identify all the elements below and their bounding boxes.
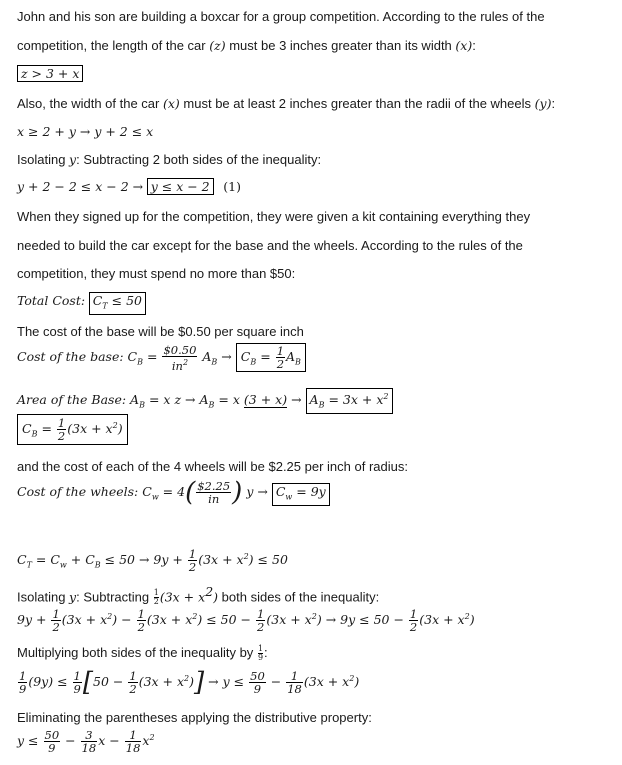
equals: = — [328, 392, 339, 408]
numerator: 1 — [52, 607, 60, 621]
text: must be 3 inches greater than its width — [229, 38, 452, 53]
denominator: 9 — [73, 682, 81, 696]
number: 4 — [177, 484, 186, 499]
equation-width: x ≥ 2 + y → y + 2 ≤ x — [17, 124, 154, 139]
denominator: 2 — [276, 357, 285, 371]
var-c: C — [275, 484, 286, 499]
var-c: C — [142, 484, 152, 499]
boxed-wheel-cost — [272, 483, 330, 506]
numerator: 3 — [81, 729, 98, 742]
subscript: B — [295, 357, 301, 367]
expr: (3x + x — [67, 421, 113, 436]
boxed-base-cost — [236, 343, 306, 372]
isolating-line-1 — [17, 152, 321, 168]
expr: ≤ 50 → 9y + — [104, 552, 183, 567]
expr: ≤ 50 − — [206, 612, 252, 627]
paragraph-3-line-1: When they signed up for the competition, they were given a kit containing everything they — [17, 209, 531, 224]
base-cost-text: The cost of the base will be $0.50 per square inch — [17, 324, 304, 339]
paren: ) — [189, 674, 195, 689]
denominator: 18 — [125, 741, 141, 755]
paragraph-3-line-3: competition, they must spend no more than $50: — [17, 266, 296, 281]
exponent: 2 — [182, 357, 189, 367]
paren-close: ) — [232, 477, 243, 508]
fraction — [409, 608, 418, 633]
equals: = — [162, 484, 174, 499]
exponent: 2 — [243, 551, 249, 561]
subscript: B — [139, 400, 145, 410]
var-c: C — [127, 349, 138, 364]
text: Isolating — [17, 589, 66, 605]
denominator: 2 — [188, 560, 197, 574]
expr: y + 2 − 2 ≤ x − 2 → — [17, 179, 144, 194]
subscript: T — [102, 301, 108, 311]
fraction — [154, 589, 159, 606]
expr: → 9y ≤ 50 − — [325, 612, 404, 627]
denominator: 2 — [153, 597, 159, 607]
denominator: 2 — [137, 620, 145, 634]
exponent: 2 — [192, 611, 198, 621]
boxed-y-inequality: y ≤ x − 2 — [147, 178, 214, 195]
paren: ) — [213, 589, 219, 605]
var-x: x — [232, 392, 240, 408]
var-a: A — [199, 392, 209, 408]
arrow: → — [221, 349, 232, 364]
var-x: x — [98, 733, 106, 748]
cost-of-base-line — [17, 343, 306, 372]
subscript: B — [137, 357, 144, 367]
expr: (3x + x — [303, 674, 350, 689]
paren: ) — [354, 674, 360, 689]
equals: = — [296, 484, 307, 499]
expr: 9y + — [17, 612, 47, 627]
label: Total Cost: — [17, 293, 86, 308]
boxed-area — [306, 388, 393, 414]
equals: = — [260, 349, 271, 364]
denominator: 2 — [57, 429, 66, 443]
paren: ) — [469, 612, 475, 627]
var-y: y — [69, 152, 77, 167]
fraction — [44, 729, 61, 754]
exponent: 2 — [205, 584, 214, 599]
var-x: x — [142, 733, 150, 748]
subscript: T — [26, 560, 32, 570]
minus: − — [109, 733, 120, 748]
expr: (3x + x — [159, 589, 206, 605]
denominator: 18 — [81, 741, 97, 755]
colon: : — [472, 38, 476, 53]
fraction — [258, 645, 263, 662]
var-c: C — [22, 421, 32, 436]
text: must be at least 2 inches greater than the radii of the wheels — [183, 96, 532, 111]
multiply-equation — [17, 667, 360, 698]
paren-open: ( — [185, 477, 196, 508]
subscript: w — [59, 560, 67, 570]
numerator: 1 — [19, 669, 27, 683]
arrow: → — [291, 392, 302, 408]
total-inequality-line — [17, 548, 288, 574]
var-c: C — [92, 293, 103, 308]
equals: = — [218, 392, 229, 408]
paren: ) — [197, 612, 203, 627]
numerator: 50 — [44, 728, 60, 742]
equation-number: (1) — [223, 179, 241, 194]
label: Cost of the base: — [17, 349, 124, 364]
var-c: C — [240, 349, 251, 364]
colon: : — [551, 96, 556, 111]
numerator: 1 — [57, 416, 66, 430]
var-a: A — [202, 349, 212, 364]
paragraph-1-line-2 — [17, 38, 476, 54]
var-c: C — [17, 552, 27, 567]
final-inequality — [17, 729, 155, 754]
bracket-close: ] — [194, 667, 205, 698]
paren: ) — [117, 421, 123, 436]
denominator: 2 — [257, 620, 265, 634]
exponent: 2 — [311, 611, 317, 621]
var-a: A — [130, 392, 140, 408]
numerator: 50 — [250, 669, 265, 683]
paragraph-3-line-2: needed to build the car except for the base and the wheels. According to the rules of the — [17, 238, 523, 253]
total-cost-line — [17, 292, 146, 315]
expr: + C — [70, 552, 95, 567]
expr: 50 − — [93, 674, 124, 689]
boxed-length-inequality: z > 3 + x — [17, 65, 83, 82]
numerator: 1 — [257, 607, 265, 621]
fraction — [81, 729, 98, 754]
arrow: → — [185, 392, 196, 408]
expr: 3x + x — [342, 392, 384, 408]
cb-boxed-line — [17, 414, 128, 445]
var-x: (x) — [162, 96, 180, 111]
expr: (3x + x — [61, 612, 108, 627]
paren: ) — [316, 612, 322, 627]
expr: 9y — [310, 484, 326, 499]
fraction — [196, 480, 231, 505]
fraction — [73, 670, 82, 695]
underbraced-expr: (3 + x) — [243, 392, 288, 408]
paren: ) — [248, 552, 254, 567]
fraction — [128, 670, 137, 695]
expr: = C — [35, 552, 60, 567]
exponent: 2 — [349, 673, 355, 683]
fraction — [256, 608, 265, 633]
subscript: w — [151, 492, 159, 502]
text: Multiplying both sides of the inequality by — [17, 645, 254, 660]
exponent: 2 — [112, 420, 118, 430]
subscript: B — [250, 357, 257, 367]
equals: = — [147, 349, 158, 364]
var-z: (z) — [209, 38, 226, 53]
text: : Subtracting — [76, 589, 150, 605]
label: Cost of the wheels: — [17, 484, 139, 499]
numerator: 1 — [257, 644, 264, 654]
cost-of-wheels-line — [17, 477, 330, 508]
exponent: 2 — [149, 732, 155, 742]
expr: x z — [163, 392, 182, 408]
expr: (9y) ≤ — [28, 674, 68, 689]
boxed-total-cost — [89, 292, 146, 315]
denominator: 9 — [253, 682, 262, 696]
denominator: 9 — [48, 741, 56, 755]
bracket-open: [ — [82, 667, 94, 698]
paragraph-1-line-1: John and his son are building a boxcar for a group competition. According to the rules of the — [17, 9, 545, 24]
exponent: 2 — [184, 673, 190, 683]
numerator: $0.50 — [163, 342, 197, 357]
multiplying-line: Multiplying both sides of the inequality by $\frac{1}{9}$ : — [17, 644, 268, 663]
var-y: y — [69, 589, 77, 605]
fraction — [51, 608, 60, 633]
subscript: B — [318, 400, 325, 410]
minus: − — [270, 674, 282, 689]
numerator: 1 — [125, 729, 142, 742]
wheels-cost-text: and the cost of each of the 4 wheels will be $2.25 per inch of radius: — [17, 459, 408, 474]
var-y: y — [246, 484, 254, 499]
equals: = — [41, 421, 52, 436]
subscript: B — [31, 429, 38, 439]
fraction — [125, 729, 142, 754]
subscript: B — [208, 400, 215, 410]
expr: (3x + x — [138, 674, 185, 689]
fraction — [276, 345, 285, 370]
numerator: 1 — [129, 669, 137, 683]
numerator: 1 — [188, 547, 197, 561]
expr: (3x + x — [198, 552, 244, 567]
expr: ≤ 50 — [257, 552, 288, 567]
fraction — [137, 608, 146, 633]
denominator: 2 — [52, 620, 60, 634]
denominator: 9 — [19, 682, 27, 696]
fraction — [286, 670, 303, 695]
relation: ≤ 50 — [111, 293, 142, 308]
numerator: 1 — [153, 588, 159, 598]
numerator: 1 — [286, 670, 303, 683]
denominator: 2 — [409, 620, 418, 634]
denominator: in — [208, 492, 220, 506]
numerator: 1 — [73, 669, 81, 683]
equals: = — [148, 392, 160, 408]
subscript: B — [211, 357, 218, 367]
subscript: w — [285, 492, 293, 502]
var-a: A — [286, 349, 296, 364]
expr: (3x + x — [266, 612, 312, 627]
equation-isolate-1 — [17, 178, 241, 195]
exponent: 2 — [107, 611, 113, 621]
fraction — [57, 417, 66, 442]
var-y: (y) — [534, 96, 552, 111]
expr: y ≤ — [17, 733, 39, 748]
denominator: 18 — [287, 682, 302, 696]
minus: − — [121, 612, 132, 627]
var-a: A — [309, 392, 319, 408]
paragraph-2 — [17, 96, 555, 112]
isolate-2-equation — [17, 608, 475, 633]
fraction — [18, 670, 27, 695]
fraction — [188, 548, 197, 573]
minus: − — [65, 733, 76, 748]
arrow: → — [257, 484, 268, 499]
unit: in — [171, 358, 183, 373]
text: competition, the length of the car — [17, 38, 206, 53]
boxed-cb-expression — [17, 414, 128, 445]
paren: ) — [112, 612, 118, 627]
area-of-base-line — [17, 388, 393, 414]
exponent: 2 — [464, 611, 470, 621]
numerator: 1 — [137, 607, 145, 621]
numerator: 1 — [276, 344, 285, 358]
expr: → y ≤ — [208, 674, 245, 689]
exponent: 2 — [383, 392, 389, 401]
label: Area of the Base: — [17, 392, 127, 408]
text: : Subtracting 2 both sides of the inequality: — [76, 152, 322, 167]
text: Isolating — [17, 152, 66, 167]
fraction — [249, 670, 266, 695]
subscript: B — [94, 560, 101, 570]
text: both sides of the inequality: — [221, 589, 380, 605]
equation-length — [17, 65, 83, 82]
expr: (3x + x — [146, 612, 193, 627]
denominator: 9 — [257, 653, 264, 663]
expr: (3x + x — [419, 612, 465, 627]
numerator: 1 — [409, 607, 418, 621]
var-x: (x) — [455, 38, 473, 53]
text: Also, the width of the car — [17, 96, 160, 111]
fraction — [162, 344, 197, 372]
denominator — [162, 357, 197, 372]
denominator: 2 — [129, 682, 137, 696]
distributive-text: Eliminating the parentheses applying the distributive property: — [17, 710, 372, 725]
isolating-line-2 — [17, 584, 379, 606]
numerator: $2.25 — [197, 479, 231, 493]
